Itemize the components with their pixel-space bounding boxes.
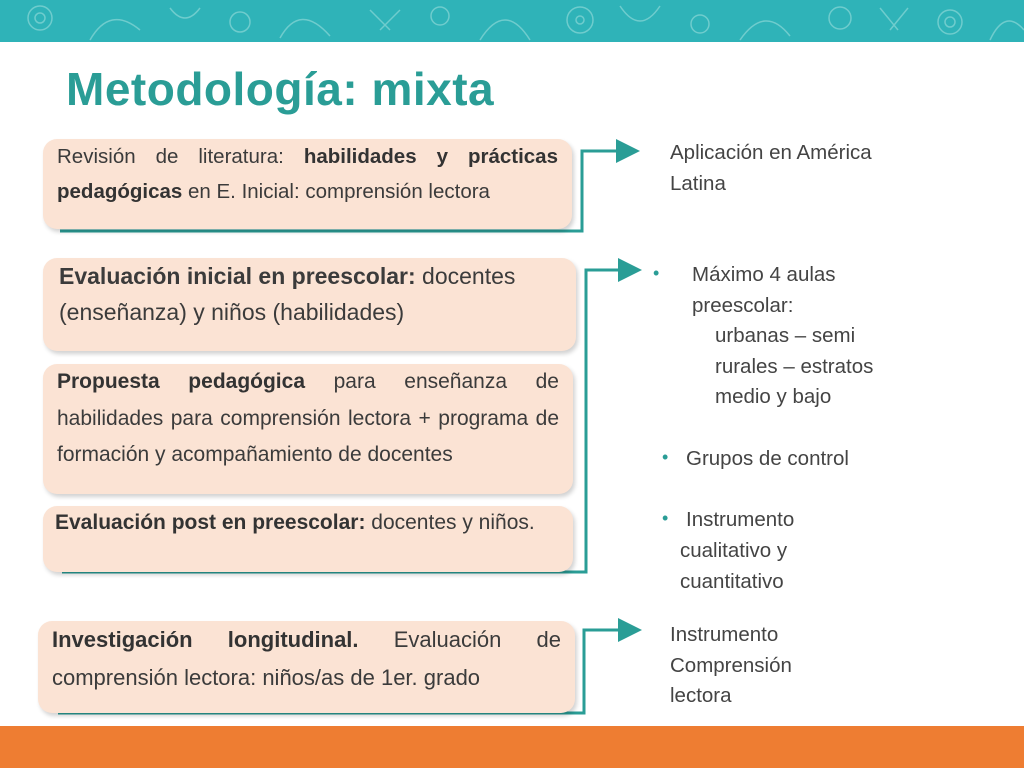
b5-post: Evaluación de comprensión lectora: niños/as de 1er. grado bbox=[52, 627, 561, 690]
longitudinal-research-box bbox=[38, 621, 575, 713]
b2-bold: Evaluación inicial en preescolar: bbox=[59, 263, 416, 289]
side-line: lectora bbox=[670, 684, 732, 707]
bottom-band bbox=[0, 726, 1024, 768]
side-line: urbanas – semi bbox=[715, 324, 856, 347]
side-line: Comprensión bbox=[670, 653, 792, 677]
side-note-instrument-line1: Instrumento bbox=[686, 508, 795, 531]
b1-bold: habilidades y prácticas pedagógicas bbox=[57, 145, 558, 203]
page-title: Metodología: mixta bbox=[66, 63, 495, 115]
side-line: cualitativo y bbox=[680, 539, 788, 562]
side-line: Latina bbox=[670, 171, 726, 195]
b3-post: para enseñanza de habilidades para comprensión lectora + programa de formación y acompañamiento de docentes bbox=[57, 370, 559, 466]
b2-post: docentes (enseñanza) y niños (habilidades) bbox=[59, 263, 516, 325]
side-note-control-groups: Grupos de control bbox=[686, 447, 849, 470]
b1-post: en E. Inicial: comprensión lectora bbox=[182, 180, 490, 203]
initial-evaluation-box bbox=[43, 258, 576, 351]
side-note-reading-instrument bbox=[670, 620, 792, 712]
b1-pre: Revisión de literatura: bbox=[57, 145, 304, 168]
side-line: preescolar: bbox=[692, 293, 794, 317]
b5-bold: Investigación longitudinal. bbox=[52, 627, 359, 652]
side-line: cuantitativo bbox=[680, 569, 784, 593]
bullet-icon: • bbox=[662, 447, 669, 467]
b4-bold: Evaluación post en preescolar: bbox=[55, 511, 366, 534]
b3-bold: Propuesta pedagógica bbox=[57, 370, 305, 393]
b4-post: docentes y niños. bbox=[365, 511, 535, 534]
bullet-icon: • bbox=[653, 263, 660, 283]
side-note-instrument-rest bbox=[680, 536, 787, 597]
side-line: medio y bajo bbox=[715, 385, 832, 408]
post-evaluation-box bbox=[43, 506, 573, 572]
side-line: rurales – estratos bbox=[715, 354, 874, 378]
bullet-icon: • bbox=[662, 508, 669, 528]
pedagogical-proposal-box bbox=[43, 364, 573, 494]
side-line: Aplicación en América bbox=[670, 141, 872, 164]
side-note-max-classrooms bbox=[692, 260, 873, 413]
side-line: Instrumento bbox=[670, 623, 779, 646]
side-line: Máximo 4 aulas bbox=[692, 263, 836, 286]
side-note-latin-america bbox=[670, 138, 872, 199]
literature-review-box bbox=[43, 139, 572, 229]
